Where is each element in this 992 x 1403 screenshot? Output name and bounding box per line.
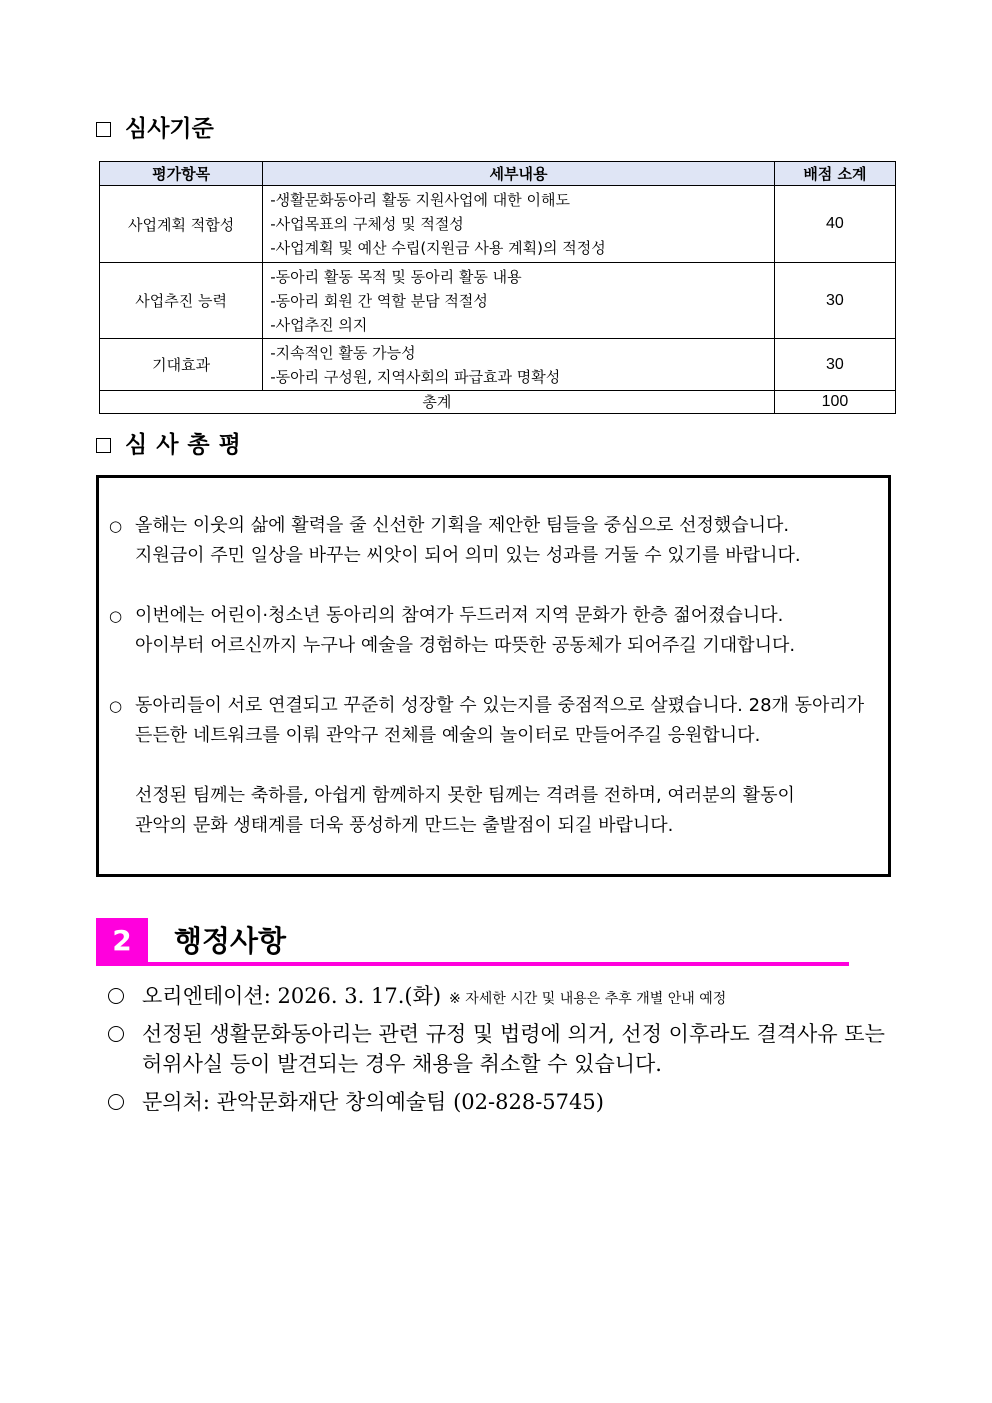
table-row <box>100 263 896 339</box>
review-line: 관악의 문화 생태계를 더욱 풍성하게 만드는 출발점이 되길 바랍니다. <box>135 815 674 836</box>
header-category: 평가항목 <box>100 162 263 186</box>
row-score: 40 <box>774 186 895 263</box>
admin-item <box>108 1019 885 1079</box>
row-score: 30 <box>774 339 895 391</box>
review-box <box>96 475 891 877</box>
table-row <box>100 186 896 263</box>
detail-line: -동아리 회원 간 역할 분담 적절성 <box>270 291 488 310</box>
header-score: 배점 소계 <box>774 162 895 186</box>
table-row <box>100 339 896 391</box>
row-score: 30 <box>774 263 895 339</box>
review-line: 지원금이 주민 일상을 바꾸는 씨앗이 되어 의미 있는 성과를 거둘 수 있기를 바랍니다. <box>135 545 801 566</box>
checkbox-square-icon <box>96 122 111 137</box>
detail-line: -동아리 활동 목적 및 동아리 활동 내용 <box>270 267 522 286</box>
review-line: 이번에는 어린이·청소년 동아리의 참여가 두드러져 지역 문화가 한층 젊어졌습니다. <box>135 605 784 626</box>
row-details <box>263 186 775 263</box>
heading-underline <box>96 962 849 966</box>
table-header-row <box>100 162 896 186</box>
checkbox-square-icon <box>96 438 111 453</box>
detail-line: -사업계획 및 예산 수립(지원금 사용 계획)의 적정성 <box>270 239 606 257</box>
admin-line: 오리엔테이션: 2026. 3. 17.(화) <box>142 984 442 1008</box>
detail-line: -동아리 구성원, 지역사회의 파급효과 명확성 <box>270 367 561 386</box>
review-paragraph <box>109 511 876 571</box>
admin-line: 허위사실 등이 발견되는 경우 채용을 취소할 수 있습니다. <box>142 1052 662 1076</box>
table-total-row <box>100 391 896 414</box>
admin-note: ※ 자세한 시간 및 내용은 추후 개별 안내 예정 <box>449 991 727 1007</box>
circle-bullet-icon <box>108 1094 124 1110</box>
review-line: 동아리들이 서로 연결되고 꾸준히 성장할 수 있는지를 중점적으로 살폈습니다. 28개 동아리가 <box>135 695 865 716</box>
admin-line: 문의처: 관악문화재단 창의예술팀 (02-828-5745) <box>142 1090 604 1114</box>
review-line: 올해는 이웃의 삶에 활력을 줄 신선한 기획을 제안한 팀들을 중심으로 선정했습니다. <box>135 515 790 536</box>
circle-bullet-icon: ○ <box>109 517 123 535</box>
admin-title: 행정사항 <box>174 924 287 958</box>
detail-line: -사업추진 의지 <box>270 315 368 334</box>
circle-bullet-icon <box>108 988 124 1004</box>
header-details: 세부내용 <box>263 162 775 186</box>
detail-line: -사업목표의 구체성 및 적절성 <box>270 215 464 233</box>
criteria-heading <box>96 114 214 144</box>
total-score: 100 <box>774 391 895 414</box>
review-heading <box>96 430 250 460</box>
row-category: 사업추진 능력 <box>100 263 263 339</box>
admin-line: 선정된 생활문화동아리는 관련 규정 및 법령에 의거, 선정 이후라도 결격사유 또는 <box>142 1022 885 1046</box>
criteria-title: 심사기준 <box>125 116 214 142</box>
row-category: 기대효과 <box>100 339 263 391</box>
review-title: 심사총평 <box>125 432 250 458</box>
review-paragraph <box>109 781 876 841</box>
review-paragraph <box>109 601 876 661</box>
admin-heading <box>96 918 849 966</box>
row-details <box>263 263 775 339</box>
review-line: 선정된 팀께는 축하를, 아쉽게 함께하지 못한 팀께는 격려를 전하며, 여러분의 활동이 <box>135 785 795 806</box>
detail-line: -지속적인 활동 가능성 <box>270 343 416 362</box>
detail-line: -생활문화동아리 활동 지원사업에 대한 이해도 <box>270 191 570 209</box>
admin-item <box>108 1087 604 1117</box>
review-line: 아이부터 어르신까지 누구나 예술을 경험하는 따뜻한 공동체가 되어주길 기대합니다. <box>135 635 796 656</box>
circle-bullet-icon: ○ <box>109 607 123 625</box>
review-paragraph <box>109 691 876 751</box>
total-label: 총계 <box>100 391 775 414</box>
circle-bullet-icon: ○ <box>109 697 123 715</box>
admin-item <box>108 981 726 1014</box>
section-number-badge: 2 <box>96 918 148 966</box>
criteria-table <box>99 161 896 414</box>
review-line: 든든한 네트워크를 이뤄 관악구 전체를 예술의 놀이터로 만들어주길 응원합니다. <box>135 725 761 746</box>
row-details <box>263 339 775 391</box>
row-category: 사업계획 적합성 <box>100 186 263 263</box>
circle-bullet-icon <box>108 1026 124 1042</box>
